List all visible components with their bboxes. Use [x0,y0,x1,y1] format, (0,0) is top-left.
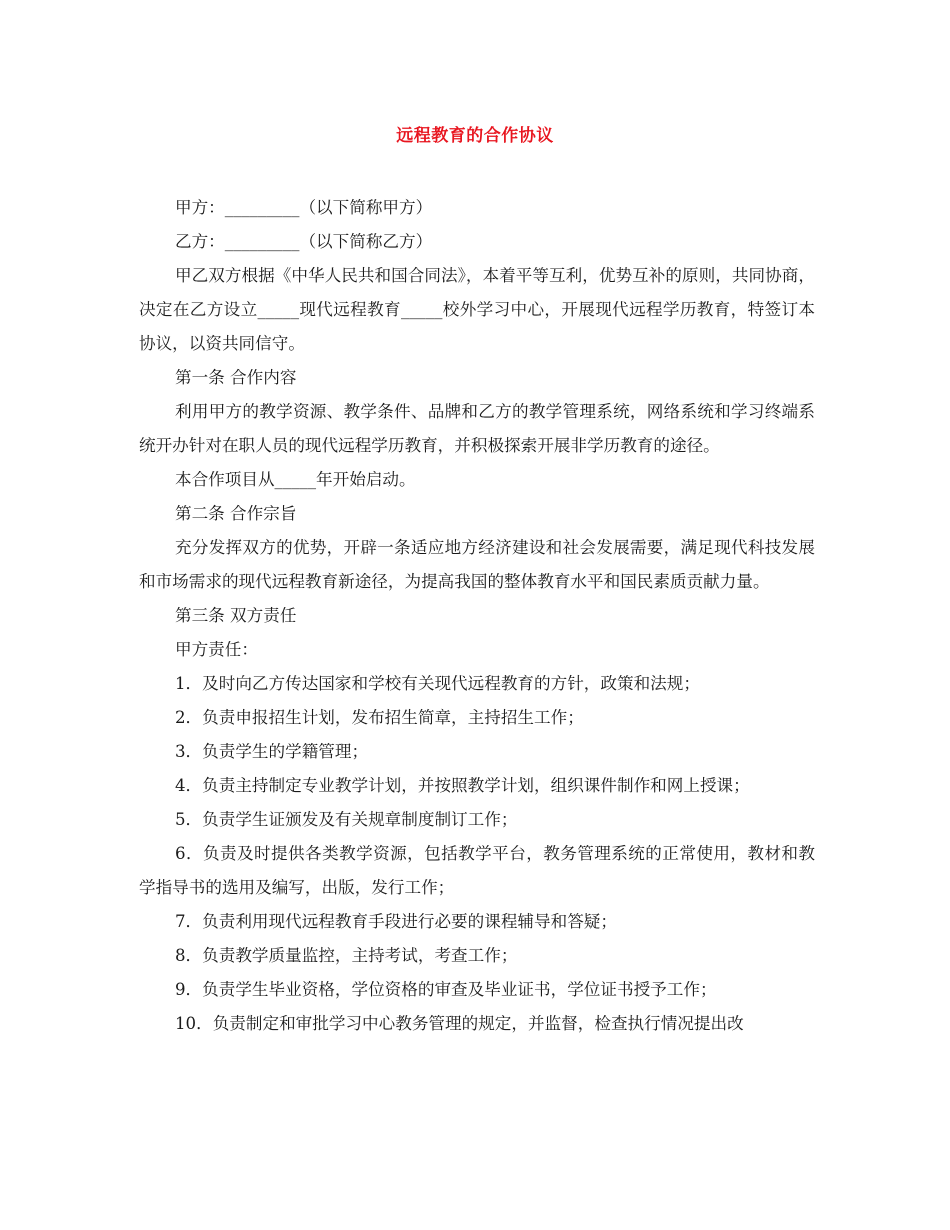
duty-item-2: 2．负责申报招生计划，发布招生简章，主持招生工作； [175,708,584,727]
duty-item-9: 9．负责学生毕业资格，学位资格的审查及毕业证书，学位证书授予工作； [175,980,717,999]
duty-item-8: 8．负责教学质量监控，主持考试，考查工作； [175,946,518,965]
duty-item-1: 1．及时向乙方传达国家和学校有关现代远程教育的方针，政策和法规； [175,674,700,693]
document-body [139,191,815,1041]
party-a-line: 甲方：_________（以下简称甲方） [175,198,433,217]
duty-item-10: 10．负责制定和审批学习中心教务管理的规定，并监督，检查执行情况提出改 [175,1014,744,1033]
party-b-line: 乙方：_________（以下简称乙方） [175,232,433,251]
article-3-heading: 第三条 双方责任 [175,606,297,625]
article-1-paragraph: 利用甲方的教学资源、教学条件、品牌和乙方的教学管理系统，网络系统和学习终端系统开办针对在职人员的现代远程学历教育，并积极探索开展非学历教育的途径。 [139,402,815,455]
duty-item-4: 4．负责主持制定专业教学计划，并按照教学计划，组织课件制作和网上授课； [175,776,750,795]
party-a-duties-heading: 甲方责任： [175,640,258,659]
duty-item-6: 6．负责及时提供各类教学资源，包括教学平台，教务管理系统的正常使用，教材和教学指导书的选用及编写，出版，发行工作； [139,844,815,897]
document-title: 远程教育的合作协议 [396,126,554,146]
duty-item-7: 7．负责利用现代远程教育手段进行必要的课程辅导和答疑； [175,912,617,931]
article-2-paragraph: 充分发挥双方的优势，开辟一条适应地方经济建设和社会发展需要，满足现代科技发展和市场需求的现代远程教育新途径，为提高我国的整体教育水平和国民素质贡献力量。 [139,538,815,591]
article-2-heading: 第二条 合作宗旨 [175,504,297,523]
duty-item-5: 5．负责学生证颁发及有关规章制度制订工作； [175,810,518,829]
article-1-heading: 第一条 合作内容 [175,368,297,387]
start-year-paragraph: 本合作项目从_____年开始启动。 [175,470,416,489]
preamble-paragraph: 甲乙双方根据《中华人民共和国合同法》，本着平等互利，优势互补的原则，共同协商，决定在乙方设立_____现代远程教育_____校外学习中心，开展现代远程学历教育，特签订本协议，以资共同信守。 [139,266,815,353]
duty-item-3: 3．负责学生的学籍管理； [175,742,369,761]
